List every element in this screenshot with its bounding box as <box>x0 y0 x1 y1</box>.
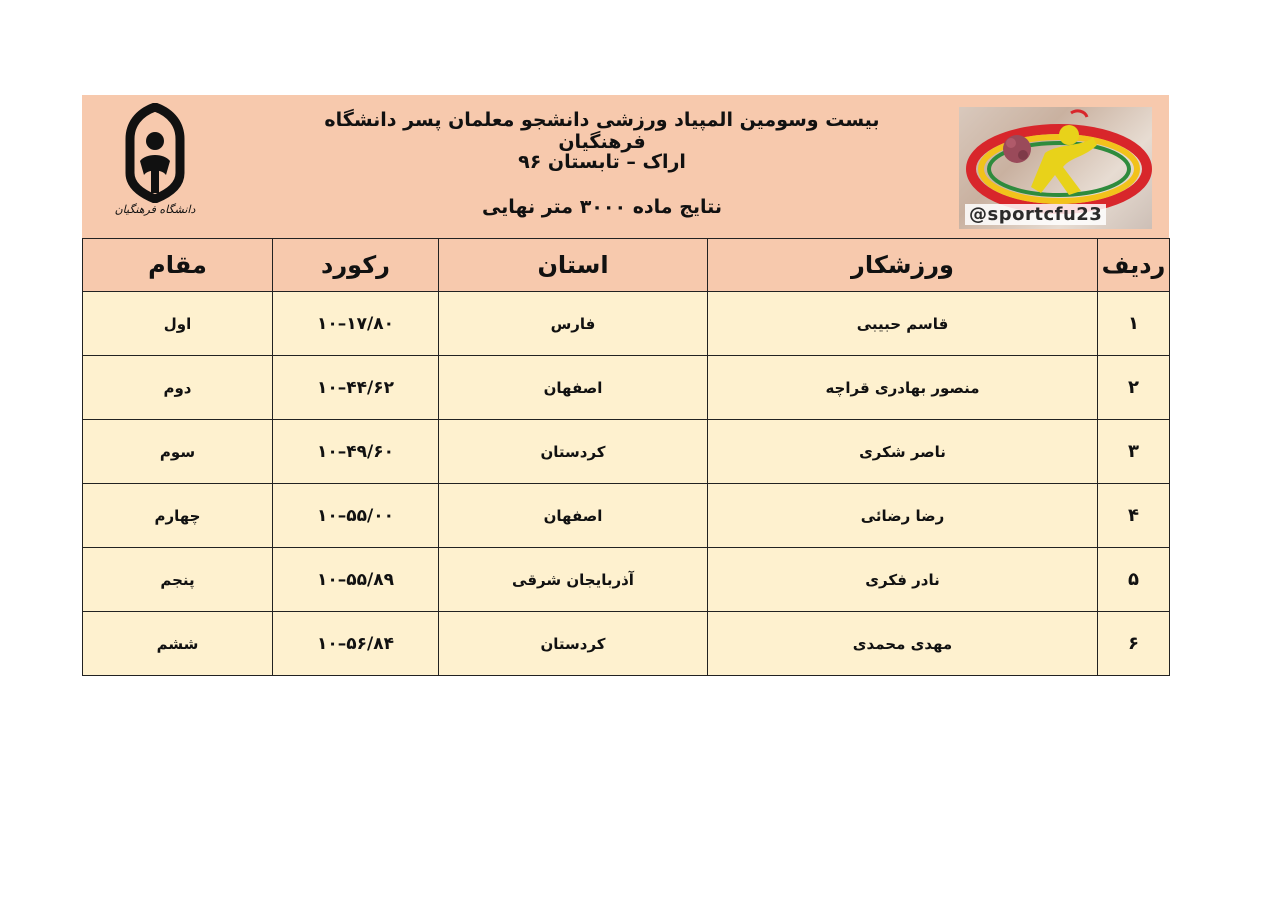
record-cell: ۱۰–۵۵/۸۹ <box>273 548 439 612</box>
column-header-place: مقام <box>83 239 273 292</box>
athlete-cell: منصور بهادری قراچه <box>708 356 1098 420</box>
record-cell: ۱۰–۱۷/۸۰ <box>273 292 439 356</box>
athlete-cell: رضا رضائی <box>708 484 1098 548</box>
table-header-row <box>83 239 1170 292</box>
place-cell: ششم <box>83 612 273 676</box>
place-cell: دوم <box>83 356 273 420</box>
event-subtitle: نتایج ماده ۳۰۰۰ متر نهایی <box>481 196 723 218</box>
athlete-cell: مهدی محمدی <box>708 612 1098 676</box>
university-logo <box>110 103 200 225</box>
athlete-cell: نادر فکری <box>708 548 1098 612</box>
university-emblem-icon <box>110 103 200 203</box>
column-header-rank-no: ردیف <box>1098 239 1170 292</box>
rank-no-cell: ۳ <box>1098 420 1170 484</box>
record-cell: ۱۰–۵۶/۸۴ <box>273 612 439 676</box>
table-row <box>83 484 1170 548</box>
table-row <box>83 420 1170 484</box>
rank-no-cell: ۱ <box>1098 292 1170 356</box>
place-cell: پنجم <box>83 548 273 612</box>
province-cell: کردستان <box>439 420 708 484</box>
place-cell: اول <box>83 292 273 356</box>
province-cell: کردستان <box>439 612 708 676</box>
results-sheet <box>82 95 1169 676</box>
province-cell: اصفهان <box>439 356 708 420</box>
place-cell: چهارم <box>83 484 273 548</box>
rank-no-cell: ۴ <box>1098 484 1170 548</box>
event-title: بیست وسومین المپیاد ورزشی دانشجو معلمان پسر دانشگاه فرهنگیان <box>324 109 880 153</box>
rank-no-cell: ۲ <box>1098 356 1170 420</box>
table-row <box>83 612 1170 676</box>
column-header-athlete: ورزشکار <box>708 239 1098 292</box>
record-cell: ۱۰–۴۴/۶۲ <box>273 356 439 420</box>
event-location-date: اراک – تابستان ۹۶ <box>518 151 686 173</box>
athlete-cell: قاسم حبیبی <box>708 292 1098 356</box>
olympiad-logo <box>959 107 1152 229</box>
record-cell: ۱۰–۵۵/۰۰ <box>273 484 439 548</box>
province-cell: اصفهان <box>439 484 708 548</box>
column-header-province: استان <box>439 239 708 292</box>
province-cell: فارس <box>439 292 708 356</box>
header-banner <box>82 95 1169 238</box>
province-cell: آذربایجان شرقی <box>439 548 708 612</box>
table-row <box>83 356 1170 420</box>
rank-no-cell: ۶ <box>1098 612 1170 676</box>
university-logo-caption: دانشگاه فرهنگیان <box>114 203 196 216</box>
athlete-cell: ناصر شکری <box>708 420 1098 484</box>
rank-no-cell: ۵ <box>1098 548 1170 612</box>
table-row <box>83 548 1170 612</box>
record-cell: ۱۰–۴۹/۶۰ <box>273 420 439 484</box>
results-table <box>82 238 1170 676</box>
column-header-record: رکورد <box>273 239 439 292</box>
place-cell: سوم <box>83 420 273 484</box>
table-row <box>83 292 1170 356</box>
social-handle: @sportcfu23 <box>965 204 1106 225</box>
